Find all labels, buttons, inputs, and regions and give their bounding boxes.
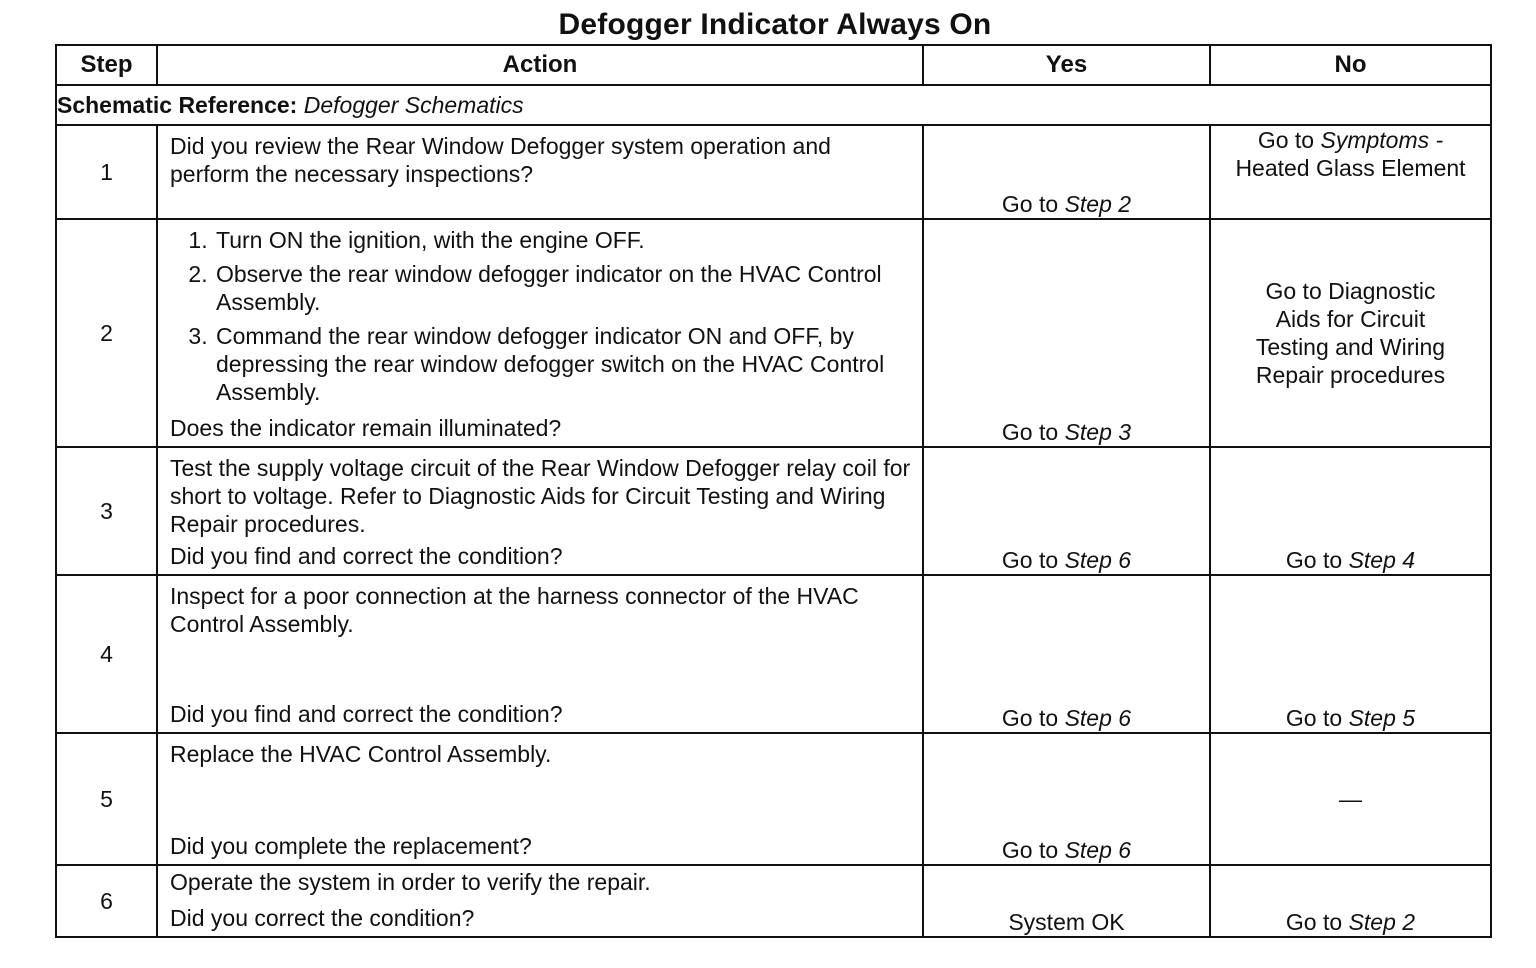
no-prefix: Go to — [1285, 909, 1343, 935]
yes-prefix: Go to — [1001, 705, 1059, 731]
table-row — [56, 125, 1491, 219]
header-step: Step — [56, 45, 157, 85]
step-number: 5 — [56, 733, 157, 865]
table-row — [56, 575, 1491, 733]
substep-list — [158, 220, 922, 406]
no-extra: Heated Glass Element — [1235, 155, 1466, 181]
yes-step-link[interactable]: Step 3 — [1064, 419, 1132, 445]
action-cell — [157, 447, 923, 575]
no-symptoms-link[interactable]: Symptoms - — [1320, 127, 1444, 153]
action-text: Did you review the Rear Window Defogger system operation and perform the necessary inspections? — [170, 133, 831, 187]
action-text: Test the supply voltage circuit of the Rear Window Defogger relay coil for short to voltage. Refer to Diagnostic Aids for Circuit Testing and Wiring Repair procedures. — [170, 455, 911, 537]
action-cell — [157, 575, 923, 733]
no-cell — [1210, 125, 1491, 219]
action-question: Did you correct the condition? — [170, 905, 475, 931]
action-text: Inspect for a poor connection at the harness connector of the HVAC Control Assembly. — [170, 583, 859, 637]
action-question: Did you find and correct the condition? — [170, 701, 563, 727]
yes-cell — [923, 733, 1210, 865]
substep: 3. Command the rear window defogger indicator ON and OFF, by depressing the rear window defogger switch on the HVAC Control Assembly. — [214, 322, 922, 406]
no-cell — [1210, 575, 1491, 733]
action-text: Operate the system in order to verify the repair. — [170, 869, 651, 895]
action-question: Did you complete the replacement? — [170, 833, 532, 859]
no-cell — [1210, 219, 1491, 447]
header-no: No — [1210, 45, 1491, 85]
table-row — [56, 733, 1491, 865]
page-title: Defogger Indicator Always On — [558, 8, 992, 41]
no-cell: — — [1210, 733, 1491, 865]
yes-cell — [923, 575, 1210, 733]
schematic-reference-row — [56, 85, 1491, 125]
action-question: Did you find and correct the condition? — [170, 543, 563, 569]
yes-cell — [923, 125, 1210, 219]
diagnostic-table — [55, 44, 1492, 938]
step-number: 4 — [56, 575, 157, 733]
action-cell — [157, 733, 923, 865]
no-cell — [1210, 865, 1491, 937]
no-step-link[interactable]: Step 2 — [1348, 909, 1416, 935]
table-row — [56, 219, 1491, 447]
yes-prefix: Go to — [1001, 419, 1059, 445]
table-row — [56, 447, 1491, 575]
yes-cell: System OK — [923, 865, 1210, 937]
substep: 1. Turn ON the ignition, with the engine OFF. — [214, 226, 922, 254]
substep: 2. Observe the rear window defogger indicator on the HVAC Control Assembly. — [214, 260, 922, 316]
yes-step-link[interactable]: Step 6 — [1064, 837, 1132, 863]
action-cell — [157, 219, 923, 447]
step-number: 3 — [56, 447, 157, 575]
yes-step-link[interactable]: Step 2 — [1064, 191, 1132, 217]
header-action: Action — [157, 45, 923, 85]
yes-cell — [923, 219, 1210, 447]
yes-prefix: Go to — [1001, 191, 1059, 217]
no-cell — [1210, 447, 1491, 575]
no-step-link[interactable]: Step 4 — [1348, 547, 1416, 573]
yes-prefix: Go to — [1001, 837, 1059, 863]
table-row — [56, 865, 1491, 937]
action-cell — [157, 125, 923, 219]
schematic-ref: Defogger Schematics — [303, 91, 524, 118]
header-yes: Yes — [923, 45, 1210, 85]
step-number: 1 — [56, 125, 157, 219]
yes-step-link[interactable]: Step 6 — [1064, 547, 1132, 573]
step-number: 2 — [56, 219, 157, 447]
header-row — [56, 45, 1491, 85]
yes-cell — [923, 447, 1210, 575]
no-prefix: Go to — [1285, 547, 1343, 573]
yes-step-link[interactable]: Step 6 — [1064, 705, 1132, 731]
no-text: Go to Diagnostic Aids for Circuit Testing and Wiring Repair procedures — [1255, 278, 1446, 388]
no-prefix: Go to — [1257, 127, 1315, 153]
schematic-reference — [56, 85, 1491, 125]
yes-prefix: Go to — [1001, 547, 1059, 573]
no-prefix: Go to — [1285, 705, 1343, 731]
no-step-link[interactable]: Step 5 — [1348, 705, 1416, 731]
action-question: Does the indicator remain illuminated? — [170, 415, 562, 441]
action-cell — [157, 865, 923, 937]
action-text: Replace the HVAC Control Assembly. — [170, 741, 552, 767]
schematic-label: Schematic Reference: — [57, 91, 298, 118]
step-number: 6 — [56, 865, 157, 937]
